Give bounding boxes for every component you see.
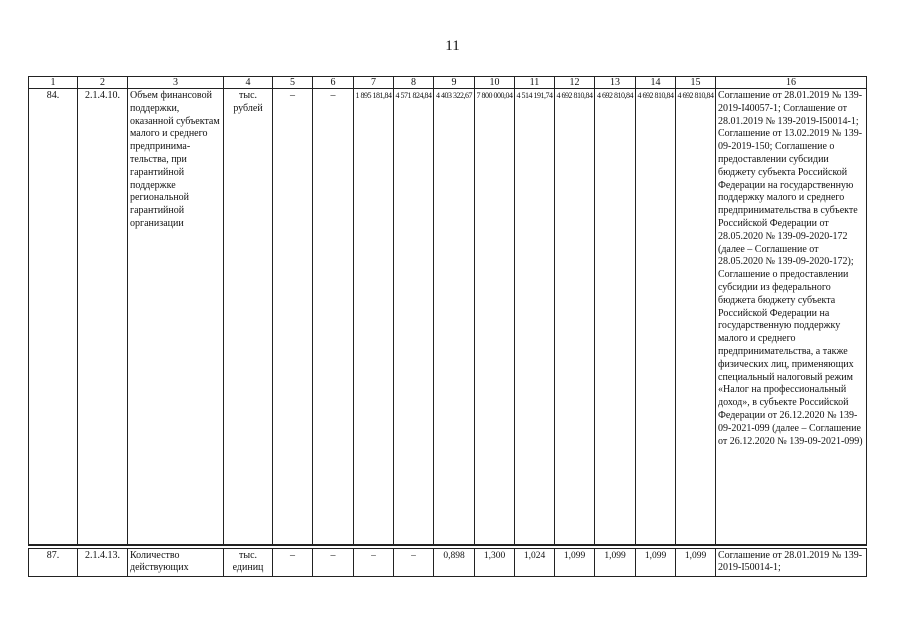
header-cell: 1 <box>29 77 78 89</box>
value-cell: – <box>394 548 434 577</box>
unit-cell: тыс. рублей <box>224 89 273 545</box>
header-cell: 3 <box>128 77 224 89</box>
value-cell: 1,099 <box>595 548 636 577</box>
value-cell: 1 895 181,84 <box>354 89 394 545</box>
value-cell: 4 514 191,74 <box>515 89 555 545</box>
basis-document-cell: Соглашение от 28.01.2019 № 139-2019-I50014-1; <box>716 548 867 577</box>
header-cell: 10 <box>475 77 515 89</box>
row-code: 2.1.4.13. <box>78 548 128 577</box>
row-code: 2.1.4.10. <box>78 89 128 545</box>
table-row <box>29 89 867 545</box>
value-cell: 7 800 000,04 <box>475 89 515 545</box>
header-cell: 13 <box>595 77 636 89</box>
value-cell: 4 571 824,84 <box>394 89 434 545</box>
header-cell: 8 <box>394 77 434 89</box>
header-cell: 6 <box>313 77 354 89</box>
value-cell: 1,099 <box>555 548 595 577</box>
indicator-name: Количество действующих <box>128 548 224 577</box>
value-cell: 4 692 810,84 <box>636 89 676 545</box>
basis-document-cell: Соглашение от 28.01.2019 № 139-2019-I40057-1; Соглашение от 28.01.2019 № 139-2019-I50014-1; Соглашение от 13.02.2019 № 139-09-2019-150; Соглашение о предоставлении субсидии бюджету субъекта Российской Федерации на государственную поддержку малого и среднего предпринимательства в субъекте Российской Федерации от 28.05.2020 № 139-09-2020-172 (далее – Соглашение от 28.05.2020 № 139-09-2020-172); Соглашение о предоставлении субсидии из федерального бюджета бюджету субъекта Российской Федерации на государственную поддержку малого и среднего предпринимательства, а также физических лиц, применяющих специальный налоговый режим «Налог на профессиональный доход», в субъекте Российской Федерации от 26.12.2020 № 139-09-2021-099 (далее – Соглашение от 26.12.2020 № 139-09-2021-099) <box>716 89 867 545</box>
data-table <box>28 76 867 577</box>
header-cell: 5 <box>273 77 313 89</box>
value-cell: 1,300 <box>475 548 515 577</box>
value-cell: – <box>273 89 313 545</box>
value-cell: 4 403 322,67 <box>434 89 475 545</box>
row-number: 87. <box>29 548 78 577</box>
value-cell: – <box>313 548 354 577</box>
header-cell: 4 <box>224 77 273 89</box>
table-row <box>29 548 867 577</box>
value-cell: 4 692 810,84 <box>595 89 636 545</box>
header-cell: 16 <box>716 77 867 89</box>
header-cell: 15 <box>676 77 716 89</box>
table-header-row <box>29 77 867 89</box>
header-cell: 12 <box>555 77 595 89</box>
header-cell: 14 <box>636 77 676 89</box>
page-number: 11 <box>445 38 460 54</box>
header-cell: 7 <box>354 77 394 89</box>
value-cell: 1,099 <box>676 548 716 577</box>
value-cell: – <box>354 548 394 577</box>
value-cell: 4 692 810,84 <box>555 89 595 545</box>
value-cell: 1,099 <box>636 548 676 577</box>
value-cell: 4 692 810,84 <box>676 89 716 545</box>
header-cell: 2 <box>78 77 128 89</box>
value-cell: – <box>313 89 354 545</box>
row-number: 84. <box>29 89 78 545</box>
value-cell: 1,024 <box>515 548 555 577</box>
header-cell: 9 <box>434 77 475 89</box>
header-cell: 11 <box>515 77 555 89</box>
unit-cell: тыс. единиц <box>224 548 273 577</box>
value-cell: – <box>273 548 313 577</box>
value-cell: 0,898 <box>434 548 475 577</box>
indicator-name: Объем финансовой поддержки, оказанной субъектам малого и среднего предпринима-тельства, при гарантийной поддержке региональной гарантийной организации <box>128 89 224 545</box>
